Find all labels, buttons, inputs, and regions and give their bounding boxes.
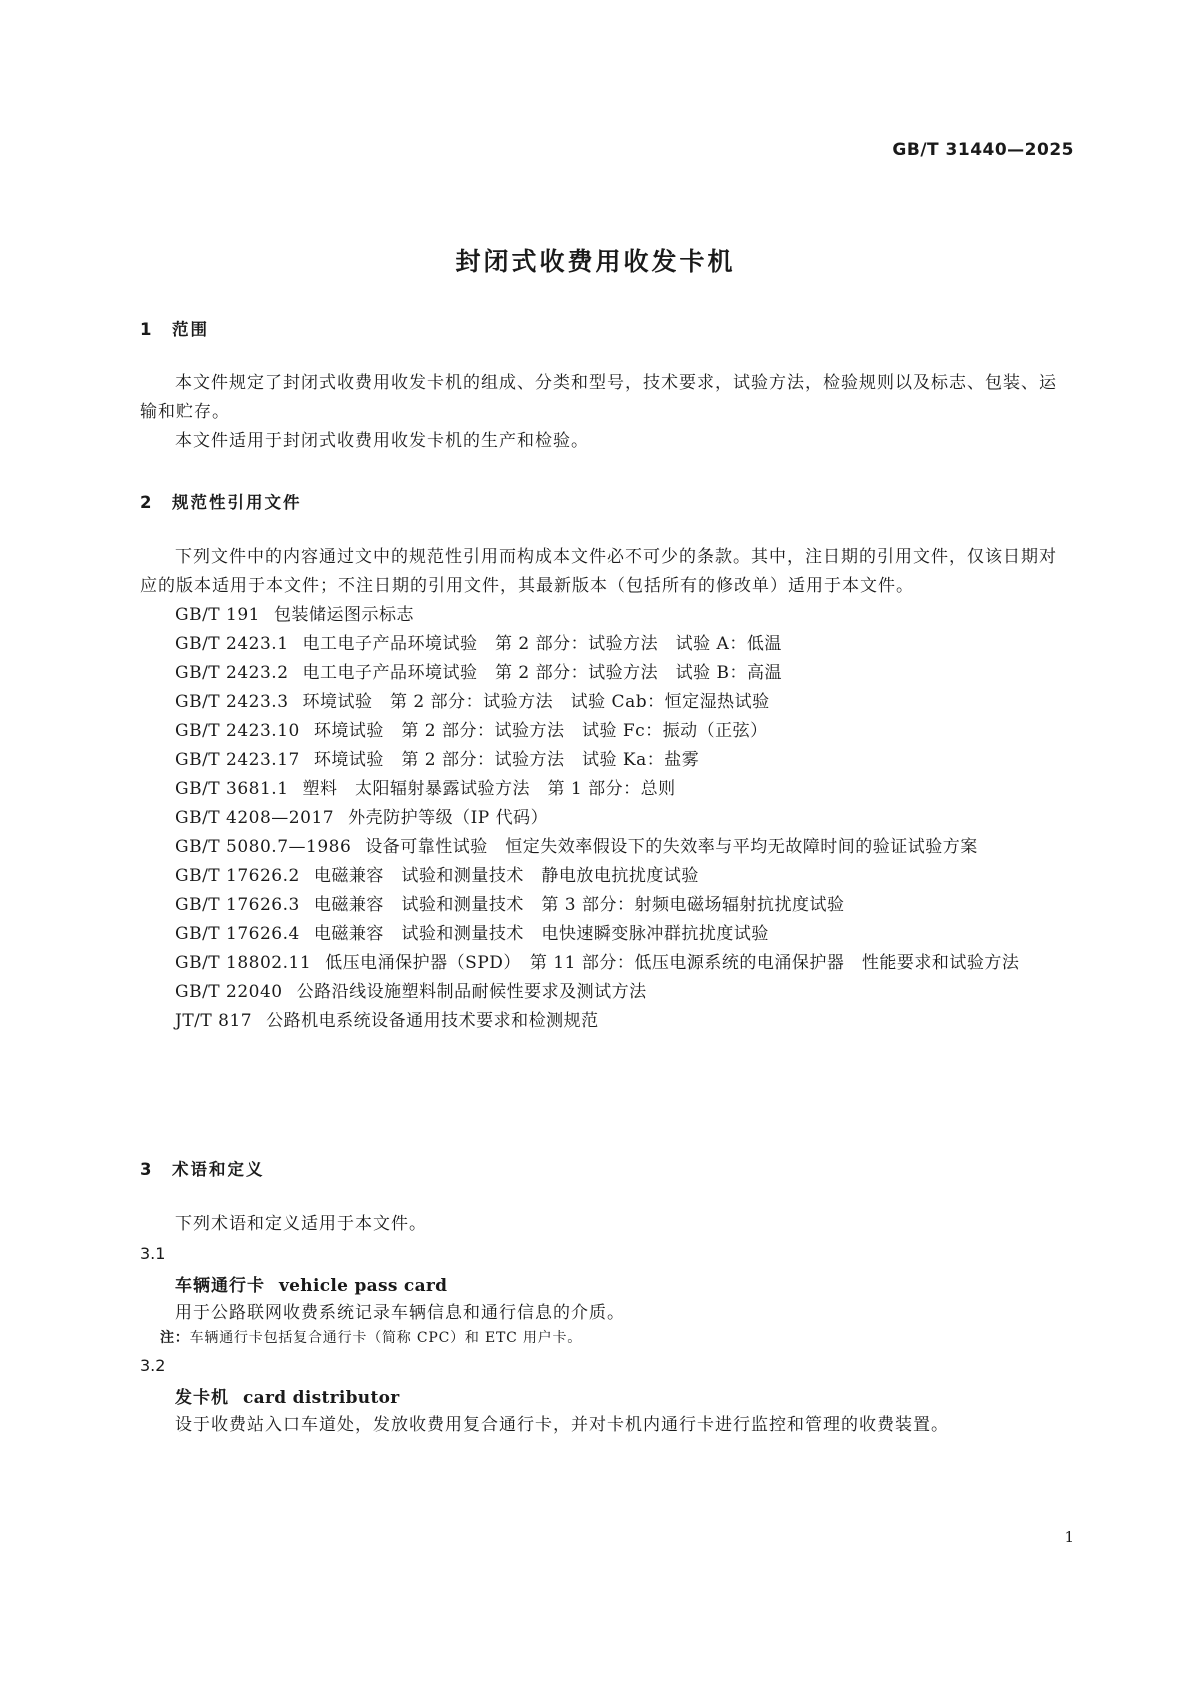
paragraph: 下列术语和定义适用于本文件。	[175, 1214, 427, 1234]
term-number: 3.2	[140, 1356, 166, 1375]
reference-code: JT/T 817	[175, 1011, 253, 1031]
reference-title: 电工电子产品环境试验 第 2 部分：试验方法 试验 A：低温	[302, 634, 782, 654]
reference-code: GB/T 17626.2	[175, 866, 300, 886]
reference-title: 外壳防护等级（IP 代码）	[348, 808, 549, 828]
page-number: 1	[1064, 1528, 1074, 1546]
section-heading-scope	[140, 316, 209, 340]
term-en: vehicle pass card	[279, 1276, 448, 1296]
reference-item	[140, 833, 1060, 862]
reference-code: GB/T 2423.17	[175, 750, 300, 770]
standard-code: GB/T 31440—2025	[892, 140, 1074, 160]
scope-body	[140, 369, 1060, 456]
reference-item	[140, 746, 1060, 775]
paragraph: 本文件适用于封闭式收费用收发卡机的生产和检验。	[175, 431, 589, 451]
reference-item	[140, 775, 1060, 804]
reference-title: 电磁兼容 试验和测量技术 静电放电抗扰度试验	[313, 866, 699, 886]
reference-title: 环境试验 第 2 部分：试验方法 试验 Cab：恒定湿热试验	[302, 692, 770, 712]
paragraph: 本文件规定了封闭式收费用收发卡机的组成、分类和型号，技术要求，试验方法，检验规则以及标志、包装、运输和贮存。	[140, 373, 1057, 422]
section-title: 规范性引用文件	[172, 493, 302, 512]
document-title: 封闭式收费用收发卡机	[455, 247, 736, 276]
reference-item	[140, 717, 1060, 746]
reference-item	[140, 1007, 1060, 1036]
reference-item	[140, 891, 1060, 920]
paragraph: 下列文件中的内容通过文中的规范性引用而构成本文件必不可少的条款。其中，注日期的引用文件，仅该日期对应的版本适用于本文件；不注日期的引用文件，其最新版本（包括所有的修改单）适用于本文件。	[140, 547, 1057, 596]
section-title: 范围	[172, 320, 209, 339]
reference-item	[140, 978, 1060, 1007]
reference-code: GB/T 4208—2017	[175, 808, 335, 828]
term-name	[175, 1383, 400, 1408]
note-label: 注：	[160, 1330, 190, 1346]
term-definition: 设于收费站入口车道处，发放收费用复合通行卡，并对卡机内通行卡进行监控和管理的收费装置。	[175, 1415, 949, 1435]
term-zh: 车辆通行卡	[175, 1276, 265, 1296]
section-heading-terms	[140, 1156, 265, 1180]
reference-title: 电工电子产品环境试验 第 2 部分：试验方法 试验 B：高温	[302, 663, 783, 683]
note-text: 车辆通行卡包括复合通行卡（简称 CPC）和 ETC 用户卡。	[189, 1330, 583, 1346]
section-number: 3	[140, 1160, 152, 1179]
term-en: card distributor	[243, 1388, 400, 1408]
term-zh: 发卡机	[175, 1388, 229, 1408]
reference-title: 塑料 太阳辐射暴露试验方法 第 1 部分：总则	[302, 779, 676, 799]
reference-title: 设备可靠性试验 恒定失效率假设下的失效率与平均无故障时间的验证试验方案	[365, 837, 978, 857]
reference-title: 公路沿线设施塑料制品耐候性要求及测试方法	[296, 982, 647, 1002]
reference-code: GB/T 2423.3	[175, 692, 289, 712]
reference-title: 环境试验 第 2 部分：试验方法 试验 Ka：盐雾	[313, 750, 700, 770]
term-number: 3.1	[140, 1244, 166, 1263]
reference-title: 公路机电系统设备通用技术要求和检测规范	[266, 1011, 599, 1031]
term-definition: 用于公路联网收费系统记录车辆信息和通行信息的介质。	[175, 1303, 625, 1323]
reference-title: 电磁兼容 试验和测量技术 电快速瞬变脉冲群抗扰度试验	[313, 924, 769, 944]
reference-title: 包装储运图示标志	[274, 605, 414, 625]
reference-code: GB/T 18802.11	[175, 953, 312, 973]
section-number: 1	[140, 320, 152, 339]
reference-item	[140, 920, 1060, 949]
section-number: 2	[140, 493, 152, 512]
reference-code: GB/T 17626.4	[175, 924, 300, 944]
reference-item	[140, 630, 1060, 659]
section-title: 术语和定义	[172, 1160, 265, 1179]
reference-item	[140, 659, 1060, 688]
reference-code: GB/T 22040	[175, 982, 283, 1002]
reference-title: 低压电涌保护器（SPD） 第 11 部分：低压电源系统的电涌保护器 性能要求和试验方法	[325, 953, 1020, 973]
reference-code: GB/T 2423.10	[175, 721, 300, 741]
reference-item	[140, 949, 1060, 978]
reference-code: GB/T 191	[175, 605, 260, 625]
reference-title: 电磁兼容 试验和测量技术 第 3 部分：射频电磁场辐射抗扰度试验	[313, 895, 845, 915]
normative-refs-body	[140, 543, 1060, 1036]
reference-code: GB/T 2423.1	[175, 634, 289, 654]
term-name	[175, 1271, 447, 1296]
section-heading-normative-refs	[140, 489, 302, 513]
reference-code: GB/T 2423.2	[175, 663, 289, 683]
reference-item	[140, 862, 1060, 891]
reference-item	[140, 688, 1060, 717]
reference-code: GB/T 17626.3	[175, 895, 300, 915]
reference-item	[140, 804, 1060, 833]
reference-item	[140, 601, 1060, 630]
terms-intro	[140, 1210, 1060, 1239]
reference-code: GB/T 5080.7—1986	[175, 837, 352, 857]
reference-title: 环境试验 第 2 部分：试验方法 试验 Fc：振动（正弦）	[313, 721, 768, 741]
reference-code: GB/T 3681.1	[175, 779, 289, 799]
term-note	[160, 1327, 582, 1347]
